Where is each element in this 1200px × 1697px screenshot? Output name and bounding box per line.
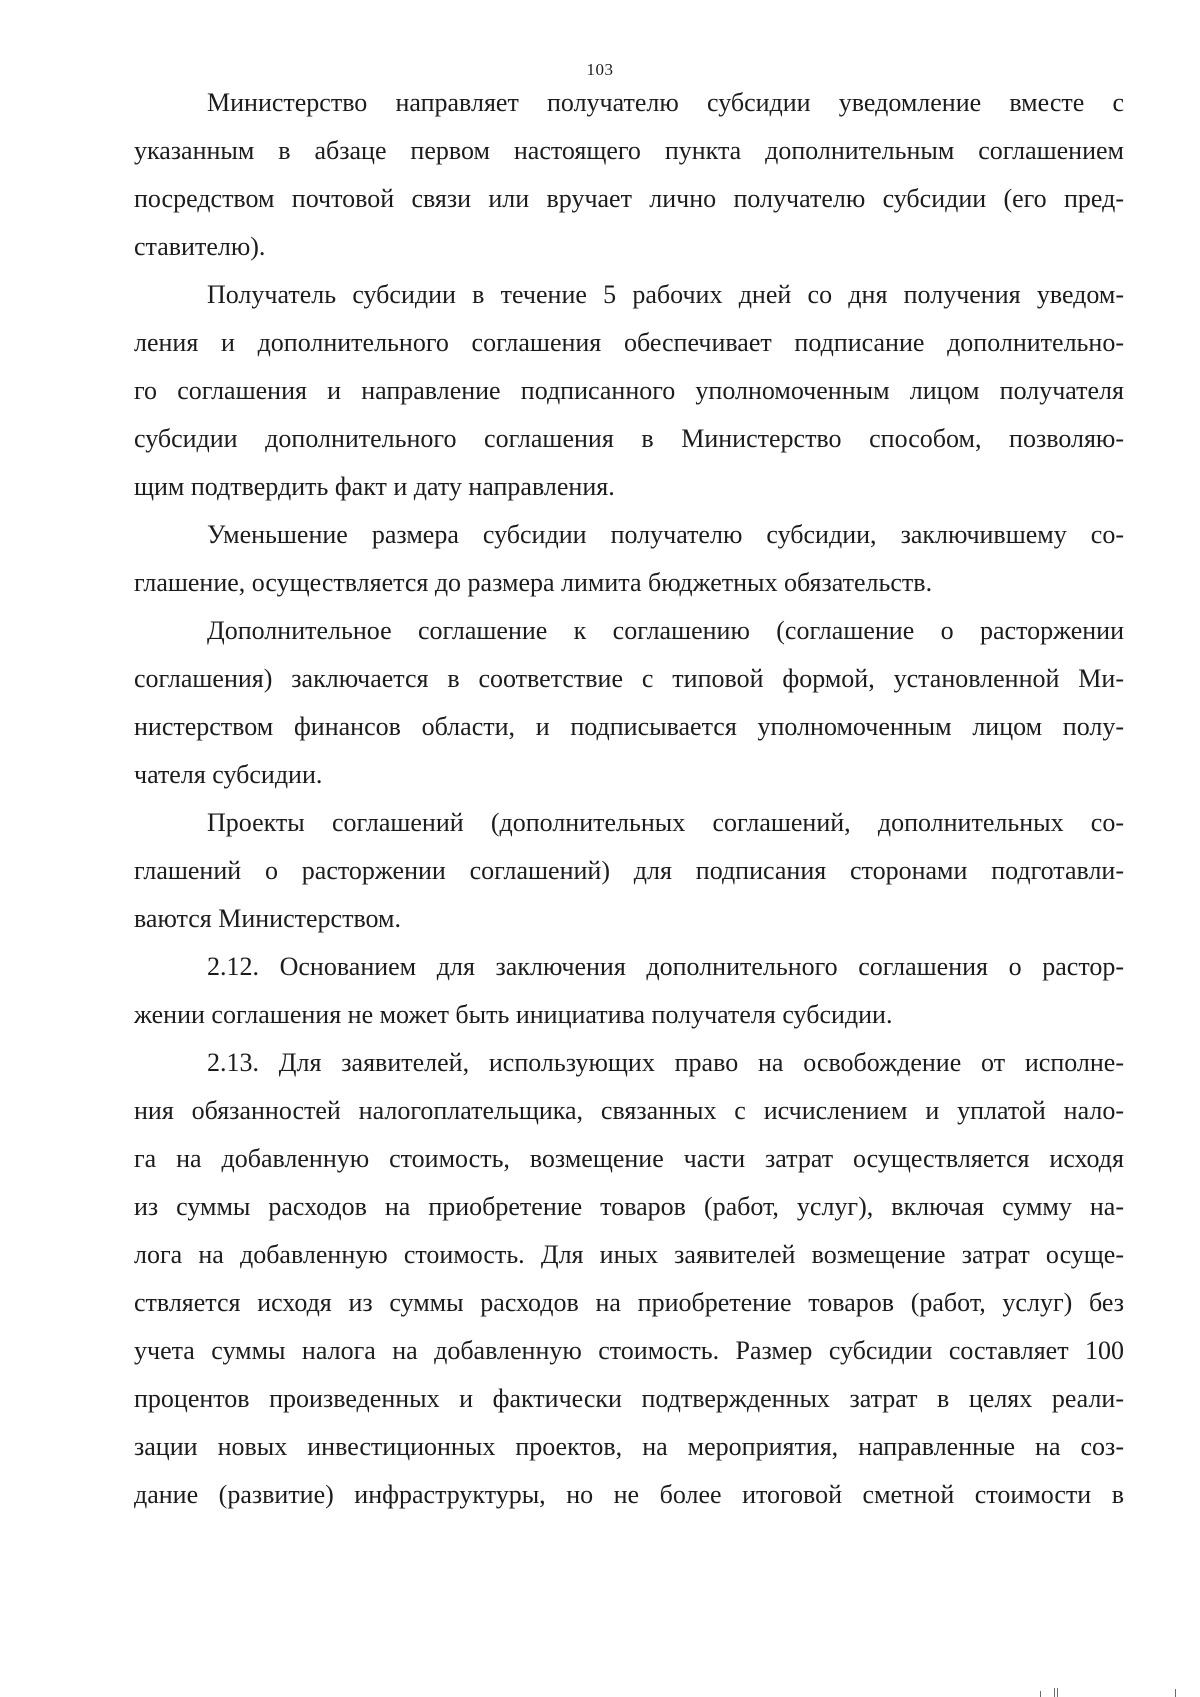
paragraph-additional-agreement-form [134,607,1124,799]
text-line: глашений о расторжении соглашений) для подписания сторонами подготавли- [134,856,1124,885]
text-line: зации новых инвестиционных проектов, на мероприятия, направленные на соз- [134,1432,1124,1461]
page-number: 103 [586,60,614,79]
text-line: учета суммы налога на добавленную стоимость. Размер субсидии составляет 100 [134,1336,1124,1365]
text-line: Получатель субсидии в течение 5 рабочих дней со дня получения уведом- [207,280,1124,309]
text-line: Дополнительное соглашение к соглашению (соглашение о расторжении [207,616,1124,645]
paragraph-recipient-signing [134,271,1124,511]
text-line: га на добавленную стоимость, возмещение части затрат осуществляется исходя [134,1144,1124,1173]
text-line: нистерством финансов области, и подписывается уполномоченным лицом полу- [134,712,1124,741]
paragraph-section-2-13 [134,1039,1124,1519]
text-line: соглашения) заключается в соответствие с типовой формой, установленной Ми- [134,664,1124,693]
text-line: глашение, осуществляется до размера лимита бюджетных обязательств. [134,568,933,597]
text-line: Проекты соглашений (дополнительных соглашений, дополнительных со- [207,808,1124,837]
text-line: Уменьшение размера субсидии получателю субсидии, заключившему со- [207,520,1124,549]
document-body [134,79,1124,1519]
text-line: чателя субсидии. [134,760,323,789]
text-line: ствляется исходя из суммы расходов на приобретение товаров (работ, услуг) без [134,1288,1124,1317]
text-line: ния обязанностей налогоплательщика, связанных с исчислением и уплатой нало- [134,1096,1124,1125]
text-line: ления и дополнительного соглашения обеспечивает подписание дополнительно- [134,328,1124,357]
text-line: ваются Министерством. [134,904,401,933]
text-line: 2.13. Для заявителей, использующих право на освобождение от исполне- [207,1048,1124,1077]
text-line: субсидии дополнительного соглашения в Министерство способом, позволяю- [134,424,1124,453]
text-line: посредством почтовой связи или вручает лично получателю субсидии (его пред- [134,184,1124,213]
paragraph-subsidy-reduction [134,511,1124,607]
scan-artifact-marks [1040,1687,1070,1697]
text-line: Министерство направляет получателю субсидии уведомление вместе с [207,88,1124,117]
paragraph-section-2-12 [134,943,1124,1039]
text-line: процентов произведенных и фактически подтвержденных затрат в целях реали- [134,1384,1124,1413]
paragraph-ministry-notification [134,79,1124,271]
text-line: дание (развитие) инфраструктуры, но не более итоговой сметной стоимости в [134,1480,1124,1509]
text-line: ставителю). [134,232,266,261]
text-line: го соглашения и направление подписанного уполномоченным лицом получателя [134,376,1124,405]
text-line: лога на добавленную стоимость. Для иных заявителей возмещение затрат осуще- [134,1240,1124,1269]
text-line: жении соглашения не может быть инициатива получателя субсидии. [134,1000,893,1029]
paragraph-draft-agreements [134,799,1124,943]
text-line: из суммы расходов на приобретение товаров (работ, услуг), включая сумму на- [134,1192,1124,1221]
text-line: щим подтвердить факт и дату направления. [134,472,615,501]
text-line: указанным в абзаце первом настоящего пункта дополнительным соглашением [134,136,1124,165]
scan-artifact-dot [1175,1689,1176,1697]
text-line: 2.12. Основанием для заключения дополнительного соглашения о растор- [207,952,1124,981]
